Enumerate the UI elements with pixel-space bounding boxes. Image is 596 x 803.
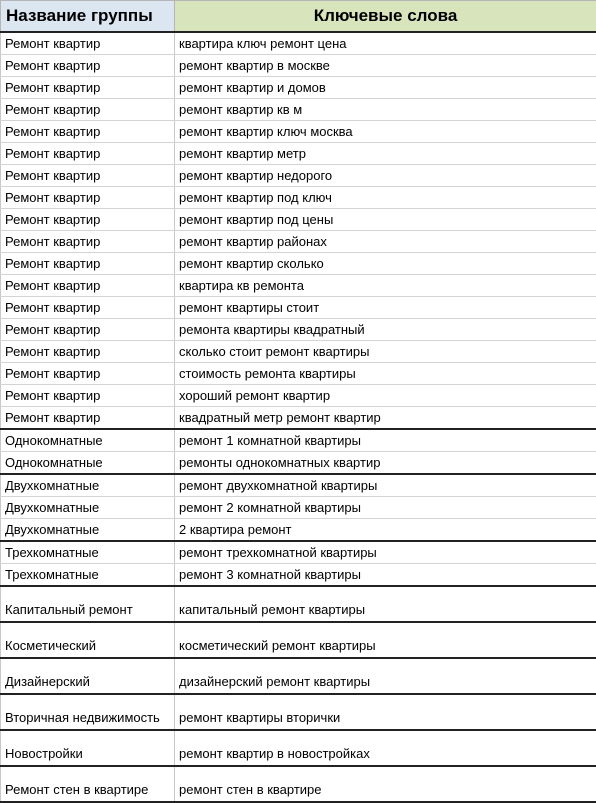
keywords-column-header[interactable]: Ключевые слова: [175, 1, 596, 33]
group-name-cell[interactable]: Двухкомнатные: [1, 519, 175, 542]
table-row: [1, 658, 596, 694]
group-name-cell[interactable]: Двухкомнатные: [1, 474, 175, 497]
table-row: [1, 341, 596, 363]
table-row: [1, 253, 596, 275]
keyword-cell[interactable]: ремонт квартир сколько: [175, 253, 596, 275]
table-body: [1, 32, 596, 802]
table-row: [1, 622, 596, 658]
keyword-cell[interactable]: ремонт 1 комнатной квартиры: [175, 429, 596, 452]
table-row: [1, 319, 596, 341]
table-row: [1, 77, 596, 99]
table-row: [1, 143, 596, 165]
table-row: [1, 730, 596, 766]
group-name-cell[interactable]: Ремонт квартир: [1, 143, 175, 165]
keyword-cell[interactable]: ремонт квартир метр: [175, 143, 596, 165]
table-row: [1, 452, 596, 475]
group-name-cell[interactable]: Трехкомнатные: [1, 541, 175, 564]
group-name-cell[interactable]: Трехкомнатные: [1, 564, 175, 587]
keyword-cell[interactable]: ремонт квартиры стоит: [175, 297, 596, 319]
table-row: [1, 297, 596, 319]
group-name-cell[interactable]: Ремонт квартир: [1, 187, 175, 209]
group-name-cell[interactable]: Капитальный ремонт: [1, 586, 175, 622]
group-name-cell[interactable]: Дизайнерский: [1, 658, 175, 694]
keyword-cell[interactable]: ремонт квартир в москве: [175, 55, 596, 77]
table-row: [1, 121, 596, 143]
table-row: [1, 209, 596, 231]
keyword-cell[interactable]: квадратный метр ремонт квартир: [175, 407, 596, 430]
table-row: [1, 766, 596, 802]
table-row: [1, 564, 596, 587]
table-row: [1, 429, 596, 452]
table-row: [1, 275, 596, 297]
table-row: [1, 231, 596, 253]
group-name-cell[interactable]: Ремонт квартир: [1, 77, 175, 99]
table-row: [1, 497, 596, 519]
keyword-cell[interactable]: ремонт двухкомнатной квартиры: [175, 474, 596, 497]
group-name-cell[interactable]: Двухкомнатные: [1, 497, 175, 519]
keyword-cell[interactable]: ремонт квартир и домов: [175, 77, 596, 99]
keyword-cell[interactable]: ремонт квартир кв м: [175, 99, 596, 121]
group-name-cell[interactable]: Ремонт квартир: [1, 407, 175, 430]
table-row: [1, 586, 596, 622]
keyword-cell[interactable]: сколько стоит ремонт квартиры: [175, 341, 596, 363]
keyword-cell[interactable]: ремонт трехкомнатной квартиры: [175, 541, 596, 564]
table-row: [1, 385, 596, 407]
group-name-cell[interactable]: Однокомнатные: [1, 452, 175, 475]
group-name-cell[interactable]: Ремонт квартир: [1, 32, 175, 55]
group-name-cell[interactable]: Ремонт квартир: [1, 297, 175, 319]
group-name-cell[interactable]: Новостройки: [1, 730, 175, 766]
keyword-cell[interactable]: стоимость ремонта квартиры: [175, 363, 596, 385]
table-row: [1, 694, 596, 730]
group-name-cell[interactable]: Ремонт стен в квартире: [1, 766, 175, 802]
table-row: [1, 363, 596, 385]
keyword-cell[interactable]: ремонт 2 комнатной квартиры: [175, 497, 596, 519]
keyword-cell[interactable]: ремонт квартир под ключ: [175, 187, 596, 209]
group-name-cell[interactable]: Ремонт квартир: [1, 165, 175, 187]
table-row: [1, 187, 596, 209]
keyword-cell[interactable]: 2 квартира ремонт: [175, 519, 596, 542]
group-name-cell[interactable]: Ремонт квартир: [1, 363, 175, 385]
group-name-cell[interactable]: Ремонт квартир: [1, 231, 175, 253]
keyword-cell[interactable]: ремонт 3 комнатной квартиры: [175, 564, 596, 587]
table-row: [1, 407, 596, 430]
keyword-cell[interactable]: ремонт квартир под цены: [175, 209, 596, 231]
group-column-header[interactable]: Название группы: [1, 1, 175, 33]
table-row: [1, 99, 596, 121]
header-row: [1, 1, 596, 33]
group-name-cell[interactable]: Однокомнатные: [1, 429, 175, 452]
keyword-cell[interactable]: квартира ключ ремонт цена: [175, 32, 596, 55]
group-name-cell[interactable]: Ремонт квартир: [1, 55, 175, 77]
keyword-cell[interactable]: ремонт квартир районах: [175, 231, 596, 253]
keyword-cell[interactable]: капитальный ремонт квартиры: [175, 586, 596, 622]
keyword-cell[interactable]: ремонт квартиры вторички: [175, 694, 596, 730]
group-name-cell[interactable]: Ремонт квартир: [1, 275, 175, 297]
table-row: [1, 32, 596, 55]
group-name-cell[interactable]: Ремонт квартир: [1, 99, 175, 121]
table-row: [1, 541, 596, 564]
group-name-cell[interactable]: Ремонт квартир: [1, 385, 175, 407]
table-row: [1, 474, 596, 497]
group-name-cell[interactable]: Ремонт квартир: [1, 253, 175, 275]
keyword-cell[interactable]: ремонта квартиры квадратный: [175, 319, 596, 341]
keyword-cell[interactable]: косметический ремонт квартиры: [175, 622, 596, 658]
keyword-cell[interactable]: дизайнерский ремонт квартиры: [175, 658, 596, 694]
keyword-cell[interactable]: ремонт квартир недорого: [175, 165, 596, 187]
group-name-cell[interactable]: Косметический: [1, 622, 175, 658]
table-row: [1, 55, 596, 77]
group-name-cell[interactable]: Ремонт квартир: [1, 209, 175, 231]
keyword-cell[interactable]: ремонт стен в квартире: [175, 766, 596, 802]
keyword-cell[interactable]: ремонты однокомнатных квартир: [175, 452, 596, 475]
group-name-cell[interactable]: Ремонт квартир: [1, 341, 175, 363]
keyword-cell[interactable]: ремонт квартир в новостройках: [175, 730, 596, 766]
keyword-cell[interactable]: хороший ремонт квартир: [175, 385, 596, 407]
table-row: [1, 165, 596, 187]
group-name-cell[interactable]: Вторичная недвижимость: [1, 694, 175, 730]
group-name-cell[interactable]: Ремонт квартир: [1, 121, 175, 143]
keyword-cell[interactable]: ремонт квартир ключ москва: [175, 121, 596, 143]
table-row: [1, 519, 596, 542]
keyword-cell[interactable]: квартира кв ремонта: [175, 275, 596, 297]
group-name-cell[interactable]: Ремонт квартир: [1, 319, 175, 341]
